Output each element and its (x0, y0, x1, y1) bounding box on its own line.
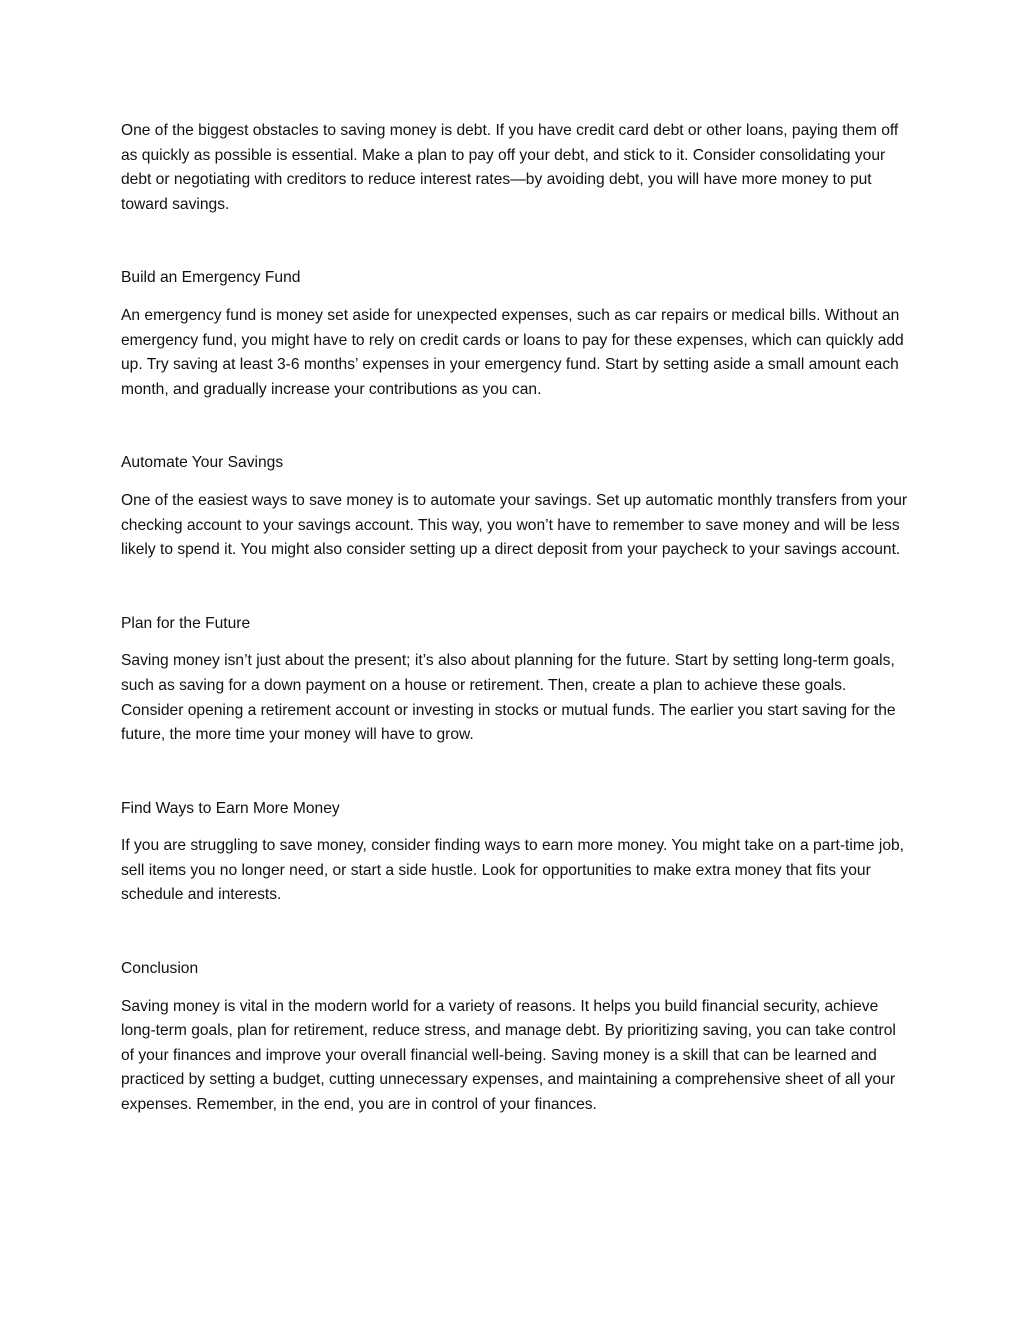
section-paragraph: If you are struggling to save money, consider finding ways to earn more money. You might take on a part-time job, sell items you no longer need, or start a side hustle. Look for opportunities to make extra money that fits your schedule and interests. (121, 837, 904, 904)
section-paragraph: Saving money isn’t just about the present; it’s also about planning for the future. Start by setting long-term goals, such as saving for a down payment on a house or retirement. Then, create a plan to achieve these goals. Consider opening a retirement account or investing in stocks or mutual funds. The earlier you start saving for the future, the more time your money will have to grow. (121, 652, 896, 744)
section-heading: Build an Emergency Fund (121, 269, 301, 287)
section-plan-future (121, 612, 911, 748)
section-paragraph: Saving money is vital in the modern world for a variety of reasons. It helps you build financial security, achieve long-term goals, plan for retirement, reduce stress, and manage debt. By prioritizing saving, you can take control of your finances and improve your overall financial well-being. Saving money is a skill that can be learned and practiced by setting a budget, cutting unnecessary expenses, and maintaining a comprehensive sheet of all your expenses. Remember, in the end, you are in control of your finances. (121, 997, 896, 1114)
section-heading: Conclusion (121, 960, 199, 978)
document-page (121, 119, 911, 1118)
section-emergency-fund (121, 266, 911, 402)
section-automate-savings (121, 451, 911, 562)
section-conclusion (121, 957, 911, 1118)
section-paragraph: One of the easiest ways to save money is to automate your savings. Set up automatic monthly transfers from your checking account to your savings account. This way, you won’t have to remember to save money and will be less likely to spend it. You might also consider setting up a direct deposit from your paycheck to your savings account. (121, 491, 908, 559)
intro-paragraph: One of the biggest obstacles to saving money is debt. If you have credit card debt or other loans, paying them off as quickly as possible is essential. Make a plan to pay off your debt, and stick to it. Consider consolidating your debt or negotiating with creditors to reduce interest rates—by avoiding debt, you will have more money to put toward savings. (121, 122, 899, 213)
section-heading: Find Ways to Earn More Money (121, 799, 340, 817)
section-heading: Automate Your Savings (121, 454, 284, 472)
section-paragraph: An emergency fund is money set aside for unexpected expenses, such as car repairs or medical bills. Without an emergency fund, you might have to rely on credit cards or loans to pay for these expenses, which can quickly add up. Try saving at least 3-6 months’ expenses in your emergency fund. Start by setting aside a small amount each month, and gradually increase your contributions as you can. (121, 306, 904, 398)
section-heading: Plan for the Future (121, 614, 251, 632)
section-earn-more (121, 797, 911, 908)
